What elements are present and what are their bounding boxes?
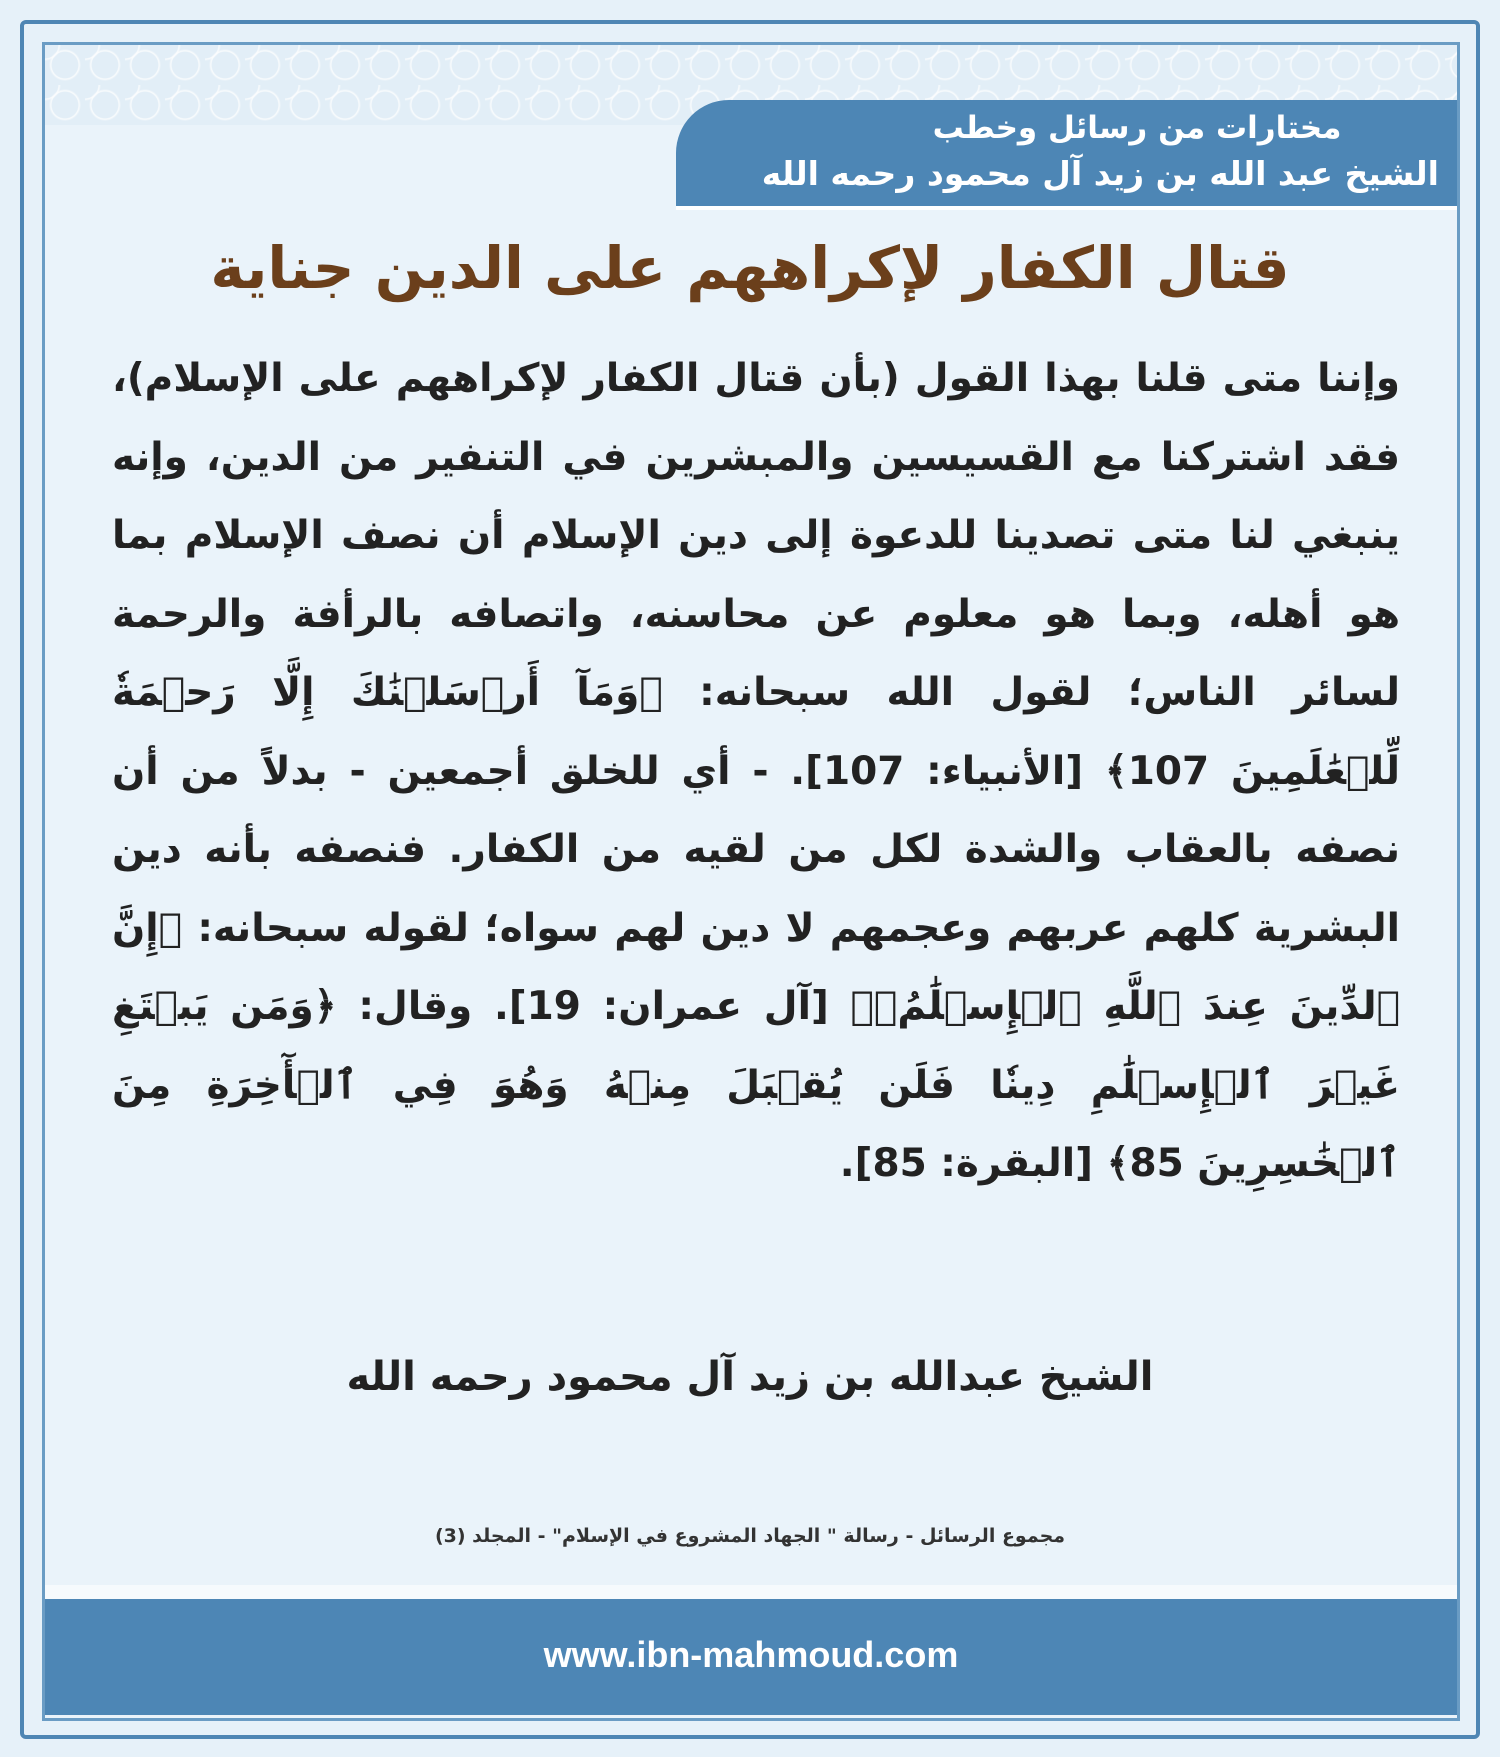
footer-divider — [45, 1585, 1457, 1599]
source-citation: مجموع الرسائل - رسالة " الجهاد المشروع في الإسلام" - المجلد (3) — [434, 1525, 1066, 1547]
author-signature: الشيخ عبدالله بن زيد آل محمود رحمه الله — [346, 1354, 1154, 1400]
article-body: وإننا متى قلنا بهذا القول (بأن قتال الكفار لإكراههم على الإسلام)، فقد اشتركنا مع القسيسين والمبشرين في التنفير من الدين، وإنه ينبغي لنا متى تصدينا للدعوة إلى دين الإسلام أن نصف الإسلام بما هو أهله، وبما هو معلوم عن محاسنه، واتصافه بالرأفة والرحمة لسائر الناس؛ لقول الله سبحانه: ﴿وَمَآ أَرۡسَلۡنَٰكَ إِلَّا رَحۡمَةٗ لِّلۡعَٰلَمِينَ 107﴾ [الأنبياء: 107]. - أي للخلق أجمعين - بدلاً من أن نصفه بالعقاب والشدة لكل من لقيه من الكفار. فنصفه بأنه دين البشرية كلهم عربهم وعجمهم لا دين لهم سواه؛ لقوله سبحانه: ﴿إِنَّ ٱلدِّينَ عِندَ ٱللَّهِ ٱلۡإِسۡلَٰمُۗ﴾ [آل عمران: 19]. وقال: ﴿وَمَن يَبۡتَغِ غَيۡرَ ٱلۡإِسۡلَٰمِ دِينٗا فَلَن يُقۡبَلَ مِنۡهُ وَهُوَ فِي ٱلۡأٓخِرَةِ مِنَ ٱلۡخَٰسِرِينَ 85﴾ [البقرة: 85]. — [112, 356, 1400, 1186]
footer-bar — [45, 1599, 1457, 1715]
header-author: الشيخ عبد الله بن زيد آل محمود رحمه الله — [761, 154, 1439, 193]
header-subtitle: مختارات من رسائل وخطب — [932, 110, 1342, 146]
website-url: www.ibn-mahmoud.com — [543, 1634, 959, 1675]
header-banner — [676, 100, 1457, 210]
article-title: قتال الكفار لإكراههم على الدين جناية — [210, 234, 1290, 302]
